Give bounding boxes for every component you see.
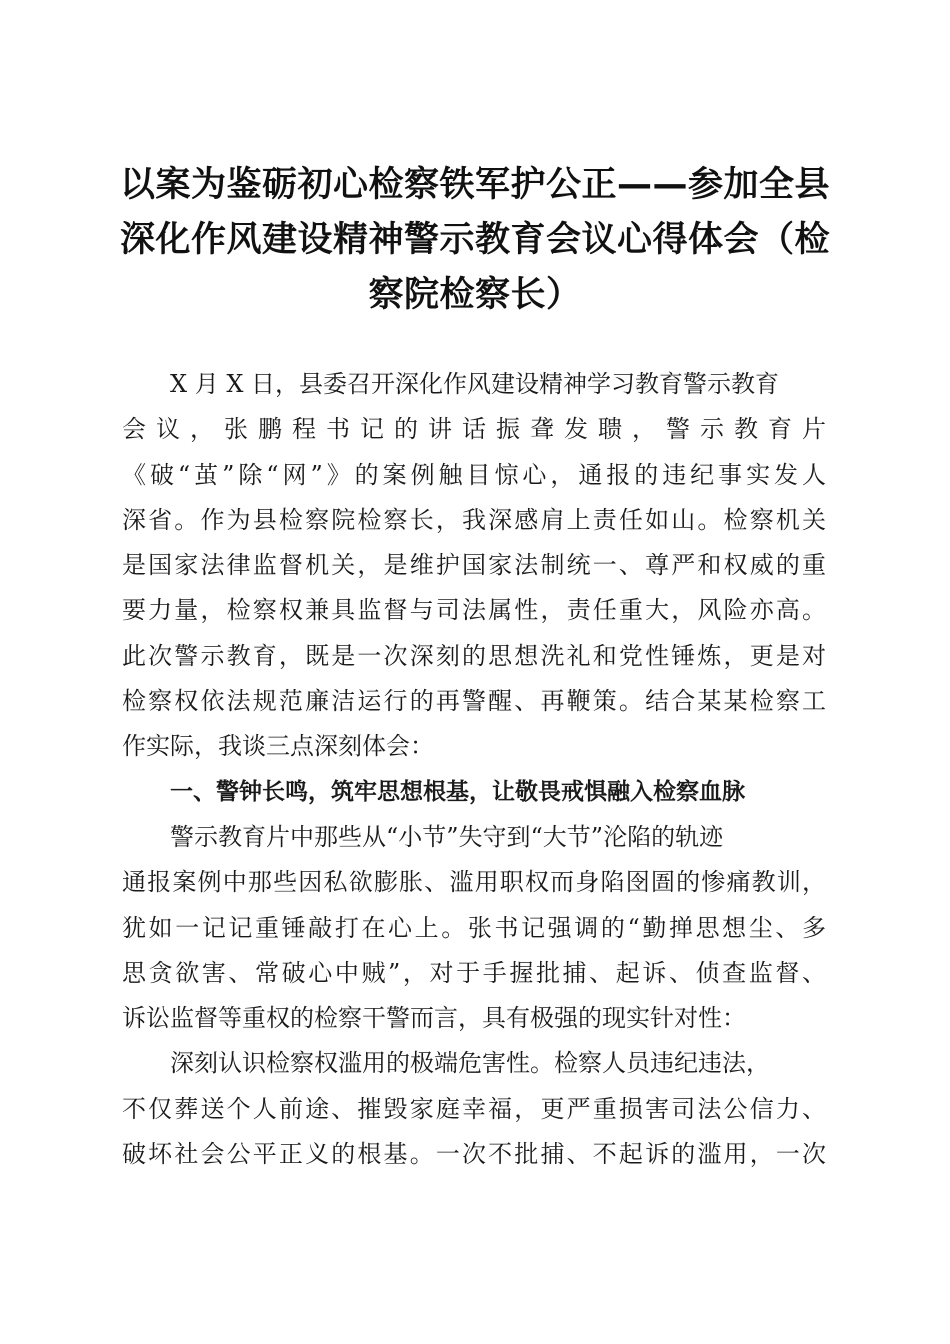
paragraph-line: 是国家法律监督机关，是维护国家法制统一、尊严和权威的重 — [122, 551, 826, 580]
paragraph-line: 破坏社会公平正义的根基。一次不批捕、不起诉的滥用，一次 — [122, 1140, 826, 1169]
paragraph-line: 此次警示教育，既是一次深刻的思想洗礼和党性锤炼，更是对 — [122, 641, 826, 670]
paragraph-line: 通报案例中那些因私欲膨胀、滥用职权而身陷囹圄的惨痛教训， — [122, 868, 826, 897]
title-line: 深化作风建设精神警示教育会议心得体会（检 — [119, 220, 830, 260]
paragraph-line: 深刻认识检察权滥用的极端危害性。检察人员违纪违法， — [170, 1049, 770, 1078]
paragraph-line: 《破“茧”除“网”》的案例触目惊心，通报的违纪事实发人 — [122, 460, 826, 489]
title-line: 以案为鉴砺初心检察铁军护公正——参加全县 — [119, 165, 830, 205]
paragraph-line: 要力量，检察权兼具监督与司法属性，责任重大，风险亦高。 — [122, 596, 826, 625]
paragraph-line: X 月 X 日，县委召开深化作风建设精神学习教育警示教育 — [170, 370, 780, 398]
paragraph-line: 检察权依法规范廉洁运行的再警醒、再鞭策。结合某某检察工 — [122, 687, 826, 716]
document-title — [110, 158, 840, 323]
paragraph-line: 警示教育片中那些从“小节”失守到“大节”沦陷的轨迹 — [170, 822, 724, 851]
paragraph-line: 会议，张鹏程书记的讲话振聋发聩，警示教育片 — [122, 415, 826, 444]
paragraph-line: 犹如一记记重锤敲打在心上。张书记强调的“勤掸思想尘、多 — [122, 913, 826, 942]
paragraph-line: 深省。作为县检察院检察长，我深感肩上责任如山。检察机关 — [122, 505, 826, 534]
document-body — [122, 362, 826, 1177]
paragraph-line: 作实际，我谈三点深刻体会： — [122, 732, 434, 761]
paragraph-line: 诉讼监督等重权的检察干警而言，具有极强的现实针对性： — [122, 1004, 746, 1033]
title-line: 察院检察长） — [368, 275, 582, 315]
paragraph-line: 不仅葬送个人前途、摧毁家庭幸福，更严重损害司法公信力、 — [122, 1094, 826, 1123]
section-heading: 一、警钟长鸣，筑牢思想根基，让敬畏戒惧融入检察血脉 — [170, 778, 745, 805]
paragraph-line: 思贪欲害、常破心中贼”，对于手握批捕、起诉、侦查监督、 — [122, 958, 826, 987]
